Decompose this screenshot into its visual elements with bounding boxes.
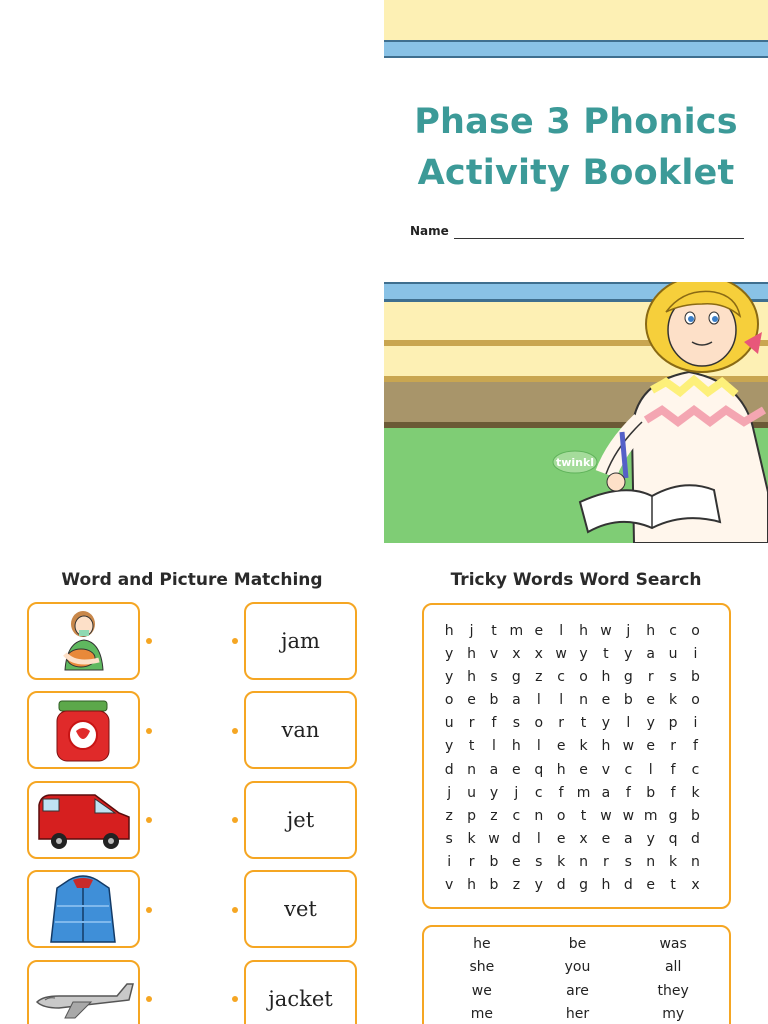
- grid-letter[interactable]: r: [670, 738, 676, 755]
- grid-letter[interactable]: d: [691, 830, 700, 847]
- grid-letter[interactable]: e: [579, 761, 588, 778]
- grid-letter[interactable]: q: [534, 761, 544, 778]
- grid-letter[interactable]: z: [445, 807, 453, 824]
- word-search-grid-box: [422, 603, 731, 909]
- match-dot-left[interactable]: [146, 907, 152, 913]
- grid-letter[interactable]: y: [445, 738, 454, 755]
- tricky-word: be: [568, 936, 587, 952]
- grid-letter[interactable]: f: [670, 761, 676, 778]
- grid-letter[interactable]: g: [511, 669, 521, 686]
- name-field[interactable]: [410, 224, 744, 242]
- tricky-word: my: [662, 1006, 685, 1023]
- grid-letter[interactable]: z: [535, 669, 543, 686]
- grid-letter[interactable]: e: [512, 853, 521, 870]
- svg-text:twinkl: twinkl: [555, 456, 595, 469]
- cover-illustration: [384, 282, 768, 543]
- picture-card-van[interactable]: [27, 781, 140, 859]
- grid-letter[interactable]: k: [669, 692, 678, 709]
- grid-letter[interactable]: h: [601, 877, 611, 894]
- grid-letter[interactable]: t: [603, 646, 609, 663]
- grid-letter[interactable]: e: [646, 877, 656, 894]
- grid-letter[interactable]: r: [647, 669, 654, 686]
- grid-letter[interactable]: h: [601, 738, 611, 755]
- grid-letter[interactable]: c: [624, 761, 633, 778]
- match-dot-right[interactable]: [232, 907, 238, 913]
- cover-title-line1: Phase 3 Phonics: [414, 102, 738, 142]
- grid-letter[interactable]: y: [534, 877, 543, 894]
- jet-plane-icon: [29, 962, 138, 1024]
- grid-letter[interactable]: e: [534, 623, 544, 639]
- grid-letter[interactable]: h: [467, 877, 477, 894]
- twinkl-logo-icon: [553, 451, 597, 473]
- cover-title-line2: Activity Booklet: [417, 153, 735, 193]
- grid-letter[interactable]: f: [693, 738, 698, 755]
- picture-card-jam[interactable]: [27, 691, 140, 769]
- grid-letter[interactable]: w: [622, 738, 635, 755]
- grid-letter[interactable]: y: [489, 784, 499, 801]
- grid-letter[interactable]: x: [512, 646, 521, 663]
- grid-letter[interactable]: z: [490, 807, 498, 824]
- tricky-word: was: [659, 936, 687, 952]
- grid-letter[interactable]: n: [646, 853, 656, 870]
- grid-letter[interactable]: o: [534, 715, 544, 732]
- grid-letter[interactable]: h: [601, 669, 611, 686]
- grid-letter[interactable]: f: [491, 715, 497, 732]
- grid-letter[interactable]: w: [600, 623, 612, 639]
- word-list-box: [422, 925, 731, 1024]
- grid-letter[interactable]: n: [467, 761, 477, 778]
- grid-letter[interactable]: e: [512, 761, 521, 778]
- grid-letter[interactable]: y: [445, 669, 454, 686]
- grid-letter[interactable]: h: [646, 623, 656, 639]
- grid-letter[interactable]: s: [490, 669, 498, 686]
- grid-letter[interactable]: w: [488, 830, 500, 847]
- grid-letter[interactable]: l: [559, 692, 564, 709]
- booklet-cover: [384, 0, 768, 543]
- grid-letter[interactable]: y: [624, 646, 633, 663]
- grid-letter[interactable]: j: [469, 623, 474, 639]
- grid-letter[interactable]: w: [622, 807, 635, 824]
- grid-letter[interactable]: x: [691, 877, 700, 894]
- grid-letter[interactable]: a: [489, 761, 499, 778]
- grid-letter[interactable]: u: [467, 784, 477, 801]
- grid-letter[interactable]: x: [534, 646, 543, 663]
- grid-letter[interactable]: p: [467, 807, 477, 824]
- grid-letter[interactable]: l: [492, 738, 496, 755]
- grid-letter[interactable]: e: [467, 692, 476, 709]
- grid-letter[interactable]: g: [668, 807, 678, 824]
- grid-letter[interactable]: r: [603, 853, 609, 870]
- grid-letter[interactable]: i: [693, 715, 698, 732]
- tricky-word: you: [564, 959, 591, 976]
- grid-letter[interactable]: r: [558, 715, 565, 732]
- grid-letter[interactable]: t: [670, 877, 676, 894]
- grid-letter[interactable]: y: [646, 715, 655, 732]
- grid-letter[interactable]: v: [601, 761, 611, 778]
- grid-letter[interactable]: p: [668, 715, 678, 732]
- grid-letter[interactable]: w: [600, 807, 612, 824]
- grid-letter[interactable]: f: [625, 784, 631, 801]
- grid-letter[interactable]: d: [556, 877, 566, 894]
- tricky-word: her: [565, 1006, 590, 1023]
- grid-letter[interactable]: d: [511, 830, 521, 847]
- grid-letter[interactable]: j: [514, 784, 519, 801]
- grid-letter[interactable]: f: [670, 784, 676, 801]
- grid-letter[interactable]: o: [691, 692, 700, 709]
- grid-letter[interactable]: h: [556, 761, 566, 778]
- grid-letter[interactable]: m: [509, 623, 524, 639]
- tricky-word: he: [473, 936, 491, 952]
- word-search-grid[interactable]: [438, 620, 707, 897]
- grid-letter[interactable]: d: [623, 877, 633, 894]
- match-dot-right[interactable]: [232, 638, 238, 644]
- grid-letter[interactable]: s: [535, 853, 543, 870]
- grid-letter[interactable]: l: [536, 830, 541, 847]
- grid-letter[interactable]: n: [579, 853, 588, 870]
- grid-letter[interactable]: t: [580, 807, 587, 824]
- grid-letter[interactable]: j: [447, 784, 452, 801]
- grid-letter[interactable]: c: [691, 761, 700, 778]
- match-dot-left[interactable]: [146, 728, 152, 734]
- grid-letter[interactable]: i: [447, 853, 452, 870]
- grid-letter[interactable]: h: [511, 738, 521, 755]
- picture-card-jacket[interactable]: [27, 870, 140, 948]
- match-dot-right[interactable]: [232, 996, 238, 1002]
- match-dot-left[interactable]: [146, 996, 152, 1002]
- grid-letter[interactable]: o: [691, 623, 700, 639]
- grid-letter[interactable]: y: [601, 715, 611, 732]
- grid-letter[interactable]: c: [512, 807, 521, 824]
- grid-letter[interactable]: e: [646, 692, 656, 709]
- grid-letter[interactable]: n: [691, 853, 700, 870]
- match-dot-right[interactable]: [232, 817, 238, 823]
- jam-jar-icon: [29, 693, 138, 767]
- grid-letter[interactable]: b: [691, 807, 700, 824]
- grid-letter[interactable]: h: [579, 623, 588, 639]
- match-dot-right[interactable]: [232, 728, 238, 734]
- word-card-van[interactable]: van: [244, 691, 357, 769]
- grid-letter[interactable]: a: [601, 784, 611, 801]
- grid-letter[interactable]: s: [624, 853, 632, 870]
- grid-letter[interactable]: s: [445, 830, 453, 847]
- grid-letter[interactable]: l: [559, 623, 564, 639]
- grid-letter[interactable]: k: [669, 853, 678, 870]
- grid-letter[interactable]: f: [558, 784, 564, 801]
- grid-letter[interactable]: b: [489, 877, 499, 894]
- cover-top-stripe: [384, 40, 768, 60]
- tricky-word: she: [469, 959, 495, 976]
- word-card-jet[interactable]: jet: [244, 781, 357, 859]
- grid-letter[interactable]: e: [601, 692, 611, 709]
- tricky-word: we: [471, 982, 492, 999]
- tricky-word: all: [664, 959, 682, 976]
- grid-letter[interactable]: j: [626, 623, 631, 639]
- vet-icon: [29, 604, 138, 678]
- grid-letter[interactable]: h: [467, 646, 477, 663]
- grid-letter[interactable]: b: [691, 669, 700, 686]
- grid-letter[interactable]: e: [601, 830, 611, 847]
- grid-letter[interactable]: k: [467, 830, 476, 847]
- match-dot-left[interactable]: [146, 638, 152, 644]
- red-van-icon: [29, 783, 138, 857]
- jacket-icon: [29, 872, 138, 946]
- grid-letter[interactable]: h: [467, 669, 477, 686]
- grid-letter[interactable]: o: [556, 807, 566, 824]
- grid-letter[interactable]: w: [555, 646, 567, 663]
- grid-letter[interactable]: l: [536, 692, 541, 709]
- name-label: Name: [410, 224, 449, 238]
- match-dot-left[interactable]: [146, 817, 152, 823]
- grid-letter[interactable]: r: [468, 715, 475, 732]
- grid-letter[interactable]: t: [580, 715, 587, 732]
- grid-letter[interactable]: c: [557, 669, 565, 686]
- word-card-vet[interactable]: vet: [244, 870, 357, 948]
- grid-letter[interactable]: o: [444, 692, 454, 709]
- grid-letter[interactable]: n: [534, 807, 544, 824]
- word-card-jam[interactable]: jam: [244, 602, 357, 680]
- grid-letter[interactable]: g: [623, 669, 633, 686]
- grid-letter[interactable]: v: [445, 877, 454, 894]
- grid-letter[interactable]: h: [444, 623, 454, 639]
- grid-letter[interactable]: k: [557, 853, 566, 870]
- grid-letter[interactable]: s: [512, 715, 521, 732]
- grid-letter[interactable]: b: [489, 692, 499, 709]
- tricky-word: are: [566, 982, 589, 999]
- grid-letter[interactable]: a: [512, 692, 521, 709]
- grid-letter[interactable]: o: [579, 669, 588, 686]
- cover-top-band: [384, 0, 768, 40]
- grid-letter[interactable]: e: [556, 830, 566, 847]
- grid-letter[interactable]: y: [579, 646, 588, 663]
- grid-letter[interactable]: u: [444, 715, 454, 732]
- grid-letter[interactable]: t: [491, 623, 497, 639]
- grid-letter[interactable]: n: [579, 692, 588, 709]
- grid-letter[interactable]: x: [579, 830, 588, 847]
- grid-letter[interactable]: e: [646, 738, 656, 755]
- grid-letter[interactable]: a: [646, 646, 655, 663]
- grid-letter[interactable]: u: [668, 646, 678, 663]
- grid-letter[interactable]: m: [643, 807, 658, 824]
- grid-letter[interactable]: l: [648, 761, 653, 778]
- grid-letter[interactable]: v: [489, 646, 499, 663]
- grid-letter[interactable]: i: [693, 646, 698, 663]
- tricky-word: they: [657, 982, 689, 999]
- word-list: [434, 933, 721, 1024]
- word-search-title: Tricky Words Word Search: [450, 570, 702, 590]
- grid-letter[interactable]: b: [646, 784, 656, 801]
- grid-letter[interactable]: d: [444, 761, 454, 778]
- grid-letter[interactable]: b: [489, 853, 499, 870]
- name-line[interactable]: [454, 238, 744, 239]
- grid-letter[interactable]: g: [579, 877, 588, 894]
- grid-letter[interactable]: k: [579, 738, 588, 755]
- grid-letter[interactable]: a: [624, 830, 633, 847]
- picture-card-vet[interactable]: [27, 602, 140, 680]
- grid-letter[interactable]: r: [468, 853, 475, 870]
- tricky-word: me: [470, 1006, 493, 1023]
- word-card-jacket[interactable]: jacket: [244, 960, 357, 1024]
- grid-letter[interactable]: b: [623, 692, 633, 709]
- grid-letter[interactable]: s: [669, 669, 677, 686]
- grid-letter[interactable]: y: [445, 646, 454, 663]
- grid-letter[interactable]: q: [668, 830, 678, 847]
- grid-letter[interactable]: e: [556, 738, 566, 755]
- grid-letter[interactable]: l: [536, 738, 541, 755]
- grid-letter[interactable]: t: [468, 738, 475, 755]
- grid-letter[interactable]: l: [626, 715, 631, 732]
- grid-letter[interactable]: k: [691, 784, 700, 801]
- grid-letter[interactable]: m: [576, 784, 591, 801]
- matching-title: Word and Picture Matching: [61, 570, 323, 590]
- grid-letter[interactable]: c: [669, 623, 677, 639]
- grid-letter[interactable]: c: [534, 784, 543, 801]
- grid-letter[interactable]: z: [512, 877, 521, 894]
- grid-letter[interactable]: y: [646, 830, 655, 847]
- picture-card-jet[interactable]: [27, 960, 140, 1024]
